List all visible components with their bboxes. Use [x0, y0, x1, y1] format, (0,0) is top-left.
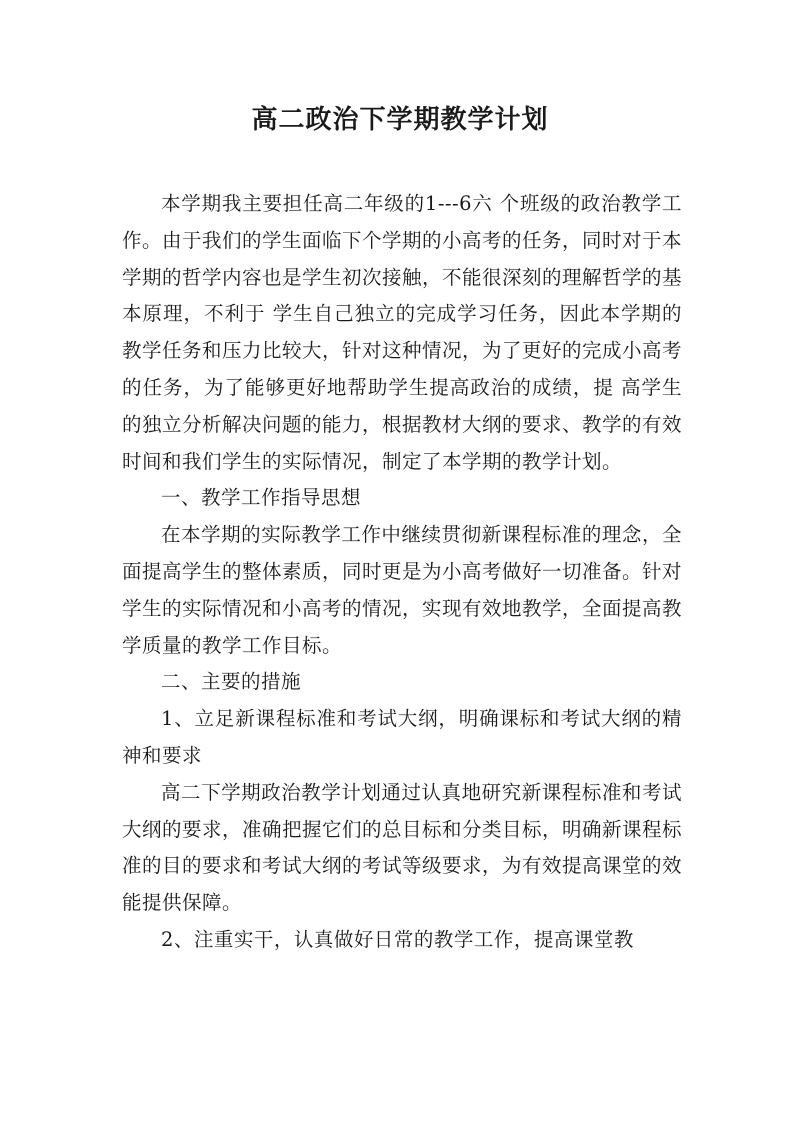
paragraph-guiding-thought: 在本学期的实际教学工作中继续贯彻新课程标准的理念，全面提高学生的整体素质，同时更是为小高考做好一切准备。针对学生的实际情况和小高考的情况，实现有效地教学，全面提高教学质量的教学工作目标。: [122, 523, 683, 657]
paragraph-measure-1: 高二下学期政治教学计划通过认真地研究新课程标准和考试大纲的要求，准确把握它们的总目标和分类目标，明确新课程标准的目的要求和考试大纲的考试等级要求，为有效提高课堂的效能提供保障。: [122, 780, 683, 915]
section-heading-guiding-thought: 一、教学工作指导思想: [161, 486, 362, 510]
subheading-measure-1: 1、立足新课程标准和考试大纲，明确课标和考试大纲的精神和要求: [122, 707, 682, 767]
document-title: 高二政治下学期教学计划: [251, 105, 549, 135]
document-body: [122, 186, 682, 959]
subheading-measure-2: 2、注重实干，认真做好日常的教学工作，提高课堂教: [161, 927, 634, 951]
section-heading-measures: 二、主要的措施: [161, 670, 302, 694]
paragraph-intro: 本学期我主要担任高二年级的1---6六 个班级的政治教学工作。由于我们的学生面临下个学期的小高考的任务，同时对于本学期的哲学内容也是学生初次接触，不能很深刻的理解哲学的基本原理，不利于 学生自己独立的完成学习任务，因此本学期的教学任务和压力比较大，针对这种情况，为了更好的完成小高考的任务，为了能够更好地帮助学生提高政治的成绩，提 高学生的独立分析解决问题的能力，根据教材大纲的要求、教学的有效时间和我们学生的实际情况，制定了本学期的教学计划。: [122, 192, 683, 473]
